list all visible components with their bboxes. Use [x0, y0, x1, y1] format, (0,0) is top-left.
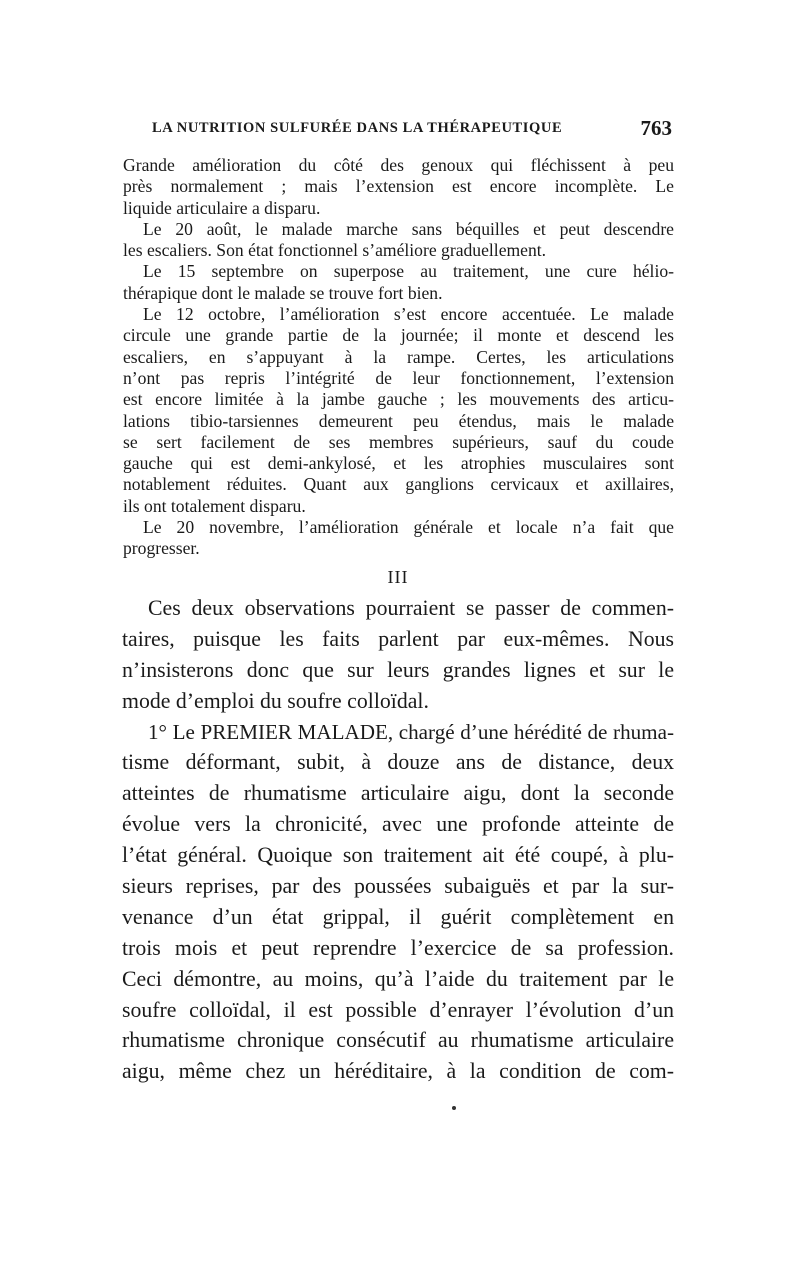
text-line: thérapique dont le malade se trouve fort bien. — [123, 282, 443, 303]
section-numeral: III — [387, 567, 409, 587]
text-line: sieurs reprises, par des poussées subaiguës et par la sur- — [122, 874, 674, 899]
text-line: évolue vers la chronicité, avec une profonde atteinte de — [122, 812, 674, 837]
body-text-block — [122, 593, 674, 1087]
text-line: Grande amélioration du côté des genoux qui fléchissent à peu — [123, 155, 674, 175]
text-line: ils ont totalement disparu. — [123, 495, 306, 516]
text-line: progresser. — [123, 538, 200, 559]
text-line: tisme déformant, subit, à douze ans de distance, deux — [122, 750, 674, 775]
text-line: rhumatisme chronique consécutif au rhumatisme articulaire — [122, 1028, 674, 1053]
text-line: Le 20 août, le malade marche sans béquilles et peut descendre — [143, 218, 674, 239]
text-line: Ceci démontre, au moins, qu’à l’aide du traitement par le — [122, 966, 674, 991]
text-line: Ces deux observations pourraient se passer de commen- — [148, 596, 674, 620]
text-line: 1° Le PREMIER MALADE, chargé d’une hérédité de rhuma- — [148, 719, 674, 744]
text-line: soufre colloïdal, il est possible d’enrayer l’évolution d’un — [122, 997, 674, 1022]
text-line: escaliers, en s’appuyant à la rampe. Certes, les articulations — [123, 346, 674, 367]
page-number: 763 — [640, 116, 672, 140]
top-text-block — [123, 155, 674, 560]
ink-speck — [452, 1106, 456, 1110]
text-line: Le 20 novembre, l’amélioration générale et locale n’a fait que — [143, 517, 674, 538]
text-line: notablement réduites. Quant aux ganglions cervicaux et axillaires, — [123, 474, 674, 495]
text-line: est encore limitée à la jambe gauche ; les mouvements des articu- — [123, 389, 674, 410]
running-header — [152, 118, 672, 140]
text-line: Le 15 septembre on superpose au traitement, une cure hélio- — [143, 261, 674, 282]
text-line: les escaliers. Son état fonctionnel s’améliore graduellement. — [123, 240, 547, 261]
text-line: venance d’un état grippal, il guérit complètement en — [122, 904, 674, 929]
text-line: trois mois et peut reprendre l’exercice de sa profession. — [122, 935, 674, 960]
text-line: liquide articulaire a disparu. — [123, 197, 321, 218]
text-line: circule une grande partie de la journée; il monte et descend les — [123, 325, 674, 346]
text-line: n’insisterons donc que sur leurs grandes lignes et sur le — [122, 657, 674, 682]
text-line: Le 12 octobre, l’amélioration s’est encore accentuée. Le malade — [143, 304, 674, 325]
text-line: n’ont pas repris l’intégrité de leur fonctionnement, l’extension — [123, 367, 674, 388]
text-line: mode d’emploi du soufre colloïdal. — [122, 688, 429, 713]
running-title: LA NUTRITION SULFURÉE DANS LA THÉRAPEUTIQUE — [152, 120, 563, 136]
text-line: l’état général. Quoique son traitement ait été coupé, à plu- — [122, 843, 674, 868]
text-line: aigu, même chez un héréditaire, à la condition de com- — [122, 1059, 674, 1084]
text-line: lations tibio-tarsiennes demeurent peu étendus, mais le malade — [123, 410, 674, 431]
text-line: taires, puisque les faits parlent par eux-mêmes. Nous — [122, 626, 674, 651]
text-line: se sert facilement de ses membres supérieurs, sauf du coude — [123, 431, 674, 452]
text-line: gauche qui est demi-ankylosé, et les atrophies musculaires sont — [123, 453, 674, 474]
text-line: près normalement ; mais l’extension est encore incomplète. Le — [123, 176, 674, 197]
text-line: atteintes de rhumatisme articulaire aigu, dont la seconde — [122, 781, 674, 806]
